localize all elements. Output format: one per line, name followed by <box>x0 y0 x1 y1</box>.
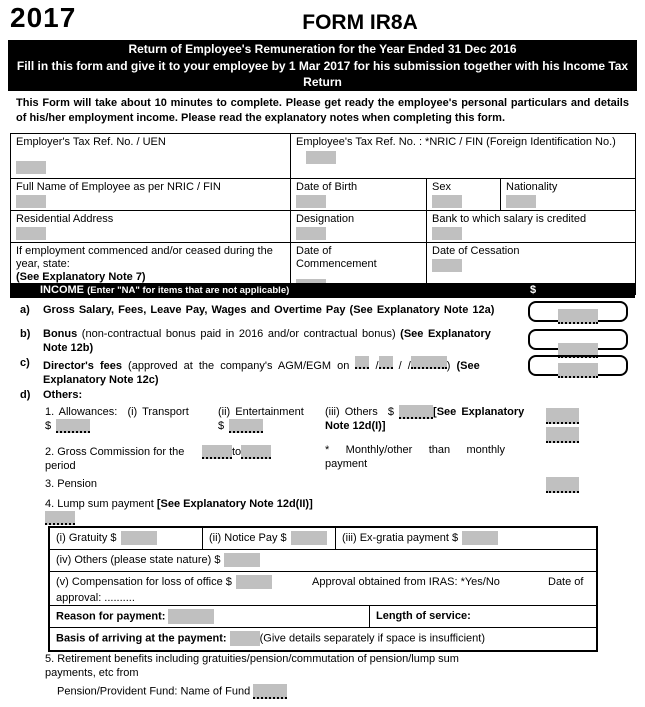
approval-date-label: Date of <box>548 576 584 588</box>
cell-sex <box>427 179 501 211</box>
gratuity-amount-field[interactable] <box>121 531 157 545</box>
agm-date-year-field[interactable] <box>411 356 447 369</box>
others-amount-field[interactable] <box>399 405 433 419</box>
agm-date-day-field[interactable] <box>355 356 369 369</box>
designation-field[interactable] <box>296 227 326 240</box>
commission-period: to <box>202 445 271 459</box>
item-b-label: Bonus (non-contractual bonus paid in 2016 and/or contractual bonus) (See Explanatory Note 12b) <box>43 328 491 354</box>
form-title: FORM IR8A <box>302 11 418 34</box>
amount-box-c[interactable] <box>528 355 628 376</box>
form-banner <box>8 40 637 91</box>
others-nature-cell: (iv) Others (please state nature) $ <box>50 550 596 571</box>
bank-field[interactable] <box>432 227 462 240</box>
basis-field[interactable] <box>230 631 260 646</box>
employment-period-note: (See Explanatory Note 7) <box>16 271 146 283</box>
cessation-field[interactable] <box>432 259 462 272</box>
cell-dob <box>291 179 427 211</box>
particulars-table <box>10 133 636 295</box>
currency-symbol: $ <box>530 284 537 296</box>
compensation-amount-field[interactable] <box>236 575 272 589</box>
cell-employer-tax-ref <box>11 134 291 179</box>
cell-nationality <box>501 179 636 211</box>
cell-bank <box>427 211 636 243</box>
pension-label: 3. Pension <box>45 478 97 490</box>
allowance-total-field-1[interactable] <box>546 408 579 424</box>
pension-amount-field[interactable] <box>546 477 579 493</box>
commencement-label: Date of Commencement <box>296 245 377 270</box>
others-nature-amount-field[interactable] <box>224 553 260 567</box>
allowance-entertainment: (ii) Entertainment $ <box>218 406 304 432</box>
employer-tax-ref-label: Employer's Tax Ref. No. / UEN <box>16 136 166 148</box>
amount-box-b[interactable] <box>528 329 628 350</box>
item-d-number: d) <box>20 389 31 401</box>
nationality-field[interactable] <box>506 195 536 208</box>
cell-full-name <box>11 179 291 211</box>
gratuity-cell: (i) Gratuity $ <box>50 528 202 549</box>
address-field[interactable] <box>16 227 46 240</box>
full-name-field[interactable] <box>16 195 46 208</box>
banner-line1: Return of Employee's Remuneration for the Year Ended 31 Dec 2016 <box>128 42 517 56</box>
allowance-others: (iii) Others $ [See Explanatory Note 12d(I)] <box>325 406 525 433</box>
fund-name-field[interactable] <box>253 684 287 699</box>
lumpsum-label: 4. Lump sum payment [See Explanatory Note 12d(II)] <box>45 498 313 510</box>
address-label: Residential Address <box>16 213 114 225</box>
entertainment-amount-field[interactable] <box>229 419 263 433</box>
pension-fund-label: Pension/Provident Fund: Name of Fund <box>57 684 287 699</box>
bank-label: Bank to which salary is credited <box>432 213 587 225</box>
compensation-cell: (v) Compensation for loss of office $ Approval obtained from IRAS: *Yes/No Date of approval: .......... <box>50 572 596 605</box>
lumpsum-table <box>48 526 598 652</box>
cell-address <box>11 211 291 243</box>
item-a-number: a) <box>20 304 30 316</box>
employee-tax-ref-label: Employee's Tax Ref. No. : *NRIC / FIN (Foreign Identification No.) <box>296 136 616 148</box>
employment-period-label: If employment commenced and/or ceased during the year, state: <box>16 245 273 270</box>
amount-a-value <box>558 309 598 324</box>
retirement-label: 5. Retirement benefits including gratuities/pension/commutation of pension/lump sum payments, etc from <box>45 653 459 679</box>
designation-label: Designation <box>296 213 355 225</box>
item-a-label: Gross Salary, Fees, Leave Pay, Wages and Overtime Pay (See Explanatory Note 12a) <box>43 304 495 316</box>
notice-pay-amount-field[interactable] <box>291 531 327 545</box>
sex-field[interactable] <box>432 195 462 208</box>
commission-note: * Monthly/other than monthly payment <box>325 444 505 470</box>
nationality-label: Nationality <box>506 181 558 193</box>
banner-line2: Fill in this form and give it to your employee by 1 Mar 2017 for his submission together with his Income Tax Return <box>16 58 629 89</box>
item-b-number: b) <box>20 328 31 340</box>
employee-tax-ref-field[interactable] <box>306 151 336 164</box>
income-title: INCOME (Enter "NA" for items that are not applicable) <box>40 284 290 296</box>
income-note: (Enter "NA" for items that are not applicable) <box>87 285 290 296</box>
length-of-service-cell: Length of service: <box>369 606 596 627</box>
dob-field[interactable] <box>296 195 326 208</box>
reason-field[interactable] <box>168 609 214 624</box>
basis-cell: Basis of arriving at the payment: (Give details separately if space is insufficient) <box>56 632 486 645</box>
cell-designation <box>291 211 427 243</box>
allowance-transport: 1. Allowances: (i) Transport $ <box>45 406 189 432</box>
commission-label: 2. Gross Commission for the period <box>45 446 185 472</box>
amount-c-value <box>558 363 598 378</box>
transport-amount-field[interactable] <box>56 419 90 433</box>
item-c-label: Director's fees (approved at the company's AGM/EGM on / / / ) (See Explanatory Note 12c) <box>43 356 525 387</box>
cessation-label: Date of Cessation <box>432 245 520 257</box>
intro-text: This Form will take about 10 minutes to complete. Please get ready the employee's personal particulars and details of his/her employment income. Please read the explanatory notes when completing this form. <box>16 97 629 124</box>
item-c-number: c) <box>20 357 30 369</box>
agm-date-month-field[interactable] <box>379 356 393 369</box>
sex-label: Sex <box>432 181 451 193</box>
approval-line2: approval: .......... <box>56 592 135 604</box>
dob-label: Date of Birth <box>296 181 358 193</box>
full-name-label: Full Name of Employee as per NRIC / FIN <box>16 181 221 193</box>
lumpsum-amount-field[interactable] <box>45 511 75 525</box>
income-section-header <box>10 283 635 298</box>
employer-tax-ref-field[interactable] <box>16 161 46 174</box>
amount-box-a[interactable] <box>528 301 628 322</box>
ex-gratia-amount-field[interactable] <box>462 531 498 545</box>
approval-label: Approval obtained from IRAS: *Yes/No <box>312 576 500 588</box>
commission-period-from-field[interactable] <box>202 445 232 459</box>
allowance-total-field-2[interactable] <box>546 427 579 443</box>
cell-employee-tax-ref <box>291 134 636 179</box>
notice-pay-cell: (ii) Notice Pay $ <box>202 528 335 549</box>
reason-cell: Reason for payment: <box>50 606 369 627</box>
ex-gratia-cell: (iii) Ex-gratia payment $ <box>335 528 596 549</box>
item-d-title: Others: <box>43 389 83 401</box>
form-year: 2017 <box>10 2 77 33</box>
commission-period-to-field[interactable] <box>241 445 271 459</box>
